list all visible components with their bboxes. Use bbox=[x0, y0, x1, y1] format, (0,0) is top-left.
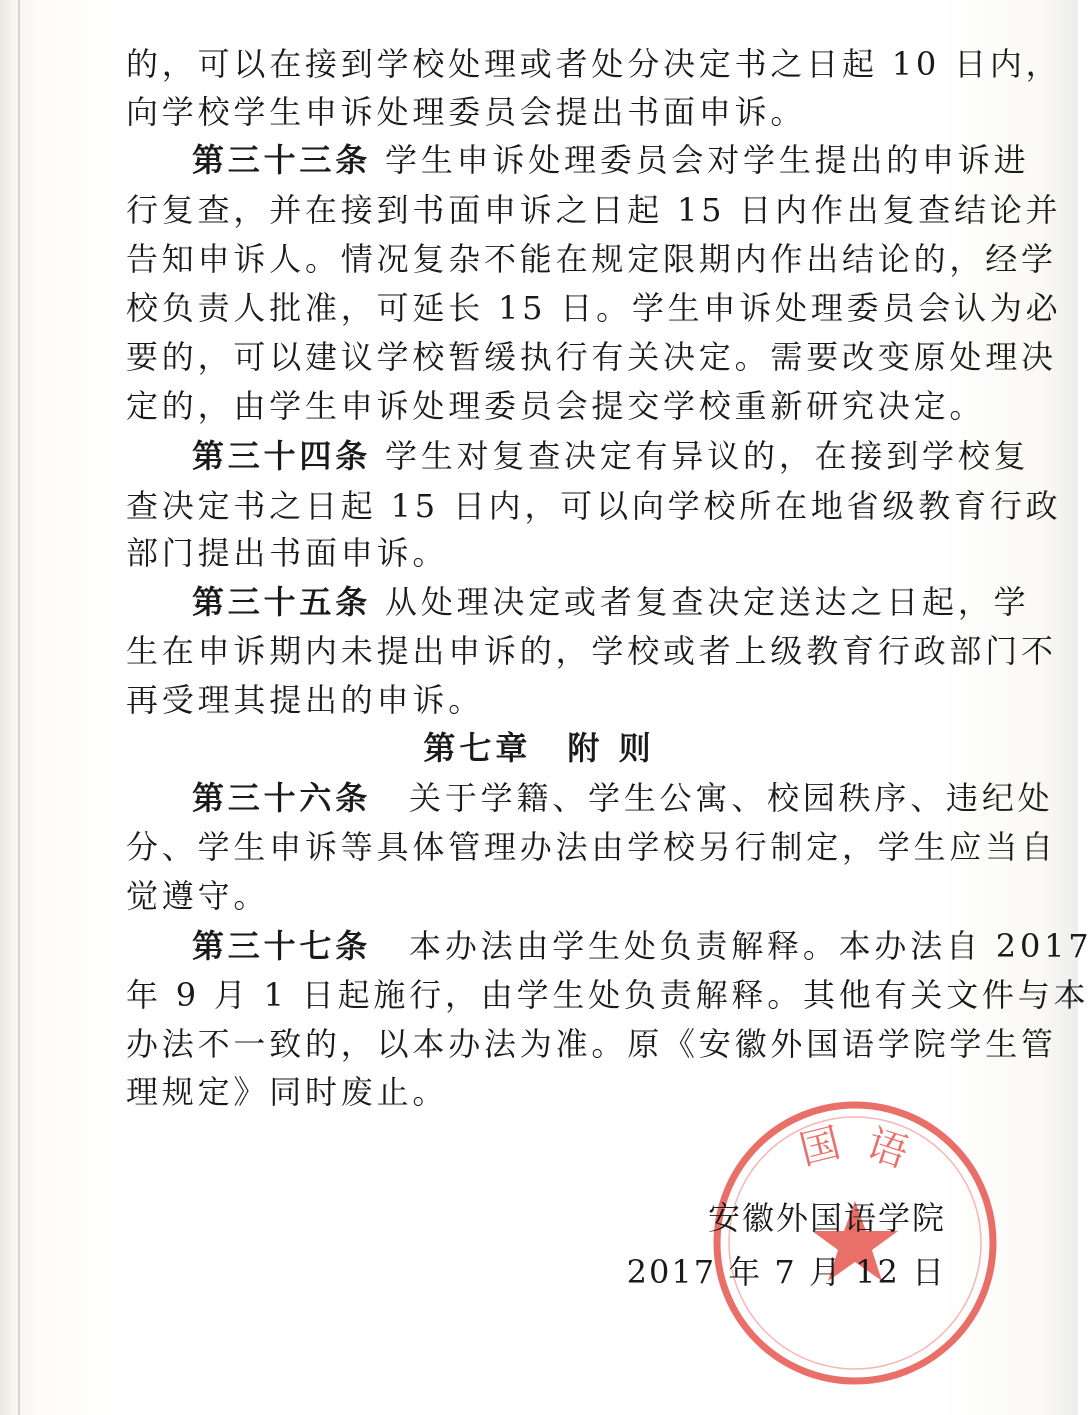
text-line: 生在申诉期内未提出申诉的，学校或者上级教育行政部门不 bbox=[126, 632, 1057, 670]
seal-char: 语 bbox=[860, 1120, 914, 1178]
text-line: 的，可以在接到学校处理或者处分决定书之日起 10 日内， bbox=[126, 45, 1062, 83]
text-line: 要的，可以建议学校暂缓执行有关决定。需要改变原处理决 bbox=[126, 338, 1057, 376]
article-35-first-line bbox=[192, 582, 1030, 622]
text-line: 分、学生申诉等具体管理办法由学校另行制定，学生应当自 bbox=[126, 828, 1057, 866]
article-37-heading: 第三十七条 bbox=[192, 927, 372, 965]
article-33-heading: 第三十三条 bbox=[192, 141, 372, 179]
issuer-name: 安徽外国语学院 bbox=[707, 1199, 946, 1237]
text-line: 行复查，并在接到书面申诉之日起 15 日内作出复查结论并 bbox=[126, 191, 1062, 229]
text-line: 觉遵守。 bbox=[126, 877, 270, 915]
text-line: 告知申诉人。情况复杂不能在规定限期内作出结论的，经学 bbox=[126, 240, 1057, 278]
text-line: 再受理其提出的申诉。 bbox=[126, 681, 485, 719]
article-36-first-line bbox=[192, 778, 1054, 818]
text-line: 从处理决定或者复查决定送达之日起，学 bbox=[385, 583, 1030, 621]
article-37-first-line bbox=[192, 926, 1092, 966]
text-line: 查决定书之日起 15 日内，可以向学校所在地省级教育行政 bbox=[126, 487, 1062, 525]
text-line: 理规定》同时废止。 bbox=[126, 1073, 449, 1111]
text-line: 办法不一致的，以本办法为准。原《安徽外国语学院学生管 bbox=[126, 1025, 1057, 1063]
seal-graphic bbox=[705, 1093, 1005, 1393]
text-line: 部门提出书面申诉。 bbox=[126, 534, 449, 572]
article-34-heading: 第三十四条 bbox=[192, 437, 372, 475]
chapter-title: 第七章 附 则 bbox=[423, 729, 655, 767]
text-line: 校负责人批准，可延长 15 日。学生申诉处理委员会认为必 bbox=[126, 289, 1062, 327]
text-line: 学生申诉处理委员会对学生提出的申诉进 bbox=[385, 141, 1030, 179]
article-33-first-line bbox=[192, 140, 1030, 180]
seal-char: 国 bbox=[795, 1119, 845, 1175]
article-34-first-line bbox=[192, 436, 1030, 476]
text-line: 定的，由学生申诉处理委员会提交学校重新研究决定。 bbox=[126, 387, 986, 425]
issue-date: 2017 年 7 月 12 日 bbox=[626, 1253, 946, 1291]
article-36-heading: 第三十六条 bbox=[192, 779, 372, 817]
text-line: 向学校学生申诉处理委员会提出书面申诉。 bbox=[126, 93, 807, 131]
text-line: 本办法由学生处负责解释。本办法自 2017 bbox=[409, 927, 1092, 965]
text-line: 关于学籍、学生公寓、校园秩序、违纪处 bbox=[409, 779, 1054, 817]
text-line: 年 9 月 1 日起施行，由学生处负责解释。其他有关文件与本 bbox=[126, 976, 1090, 1014]
page-fold-edge bbox=[18, 0, 20, 1415]
article-35-heading: 第三十五条 bbox=[192, 583, 372, 621]
text-line: 学生对复查决定有异议的，在接到学校复 bbox=[385, 437, 1030, 475]
official-seal bbox=[705, 1093, 1005, 1393]
